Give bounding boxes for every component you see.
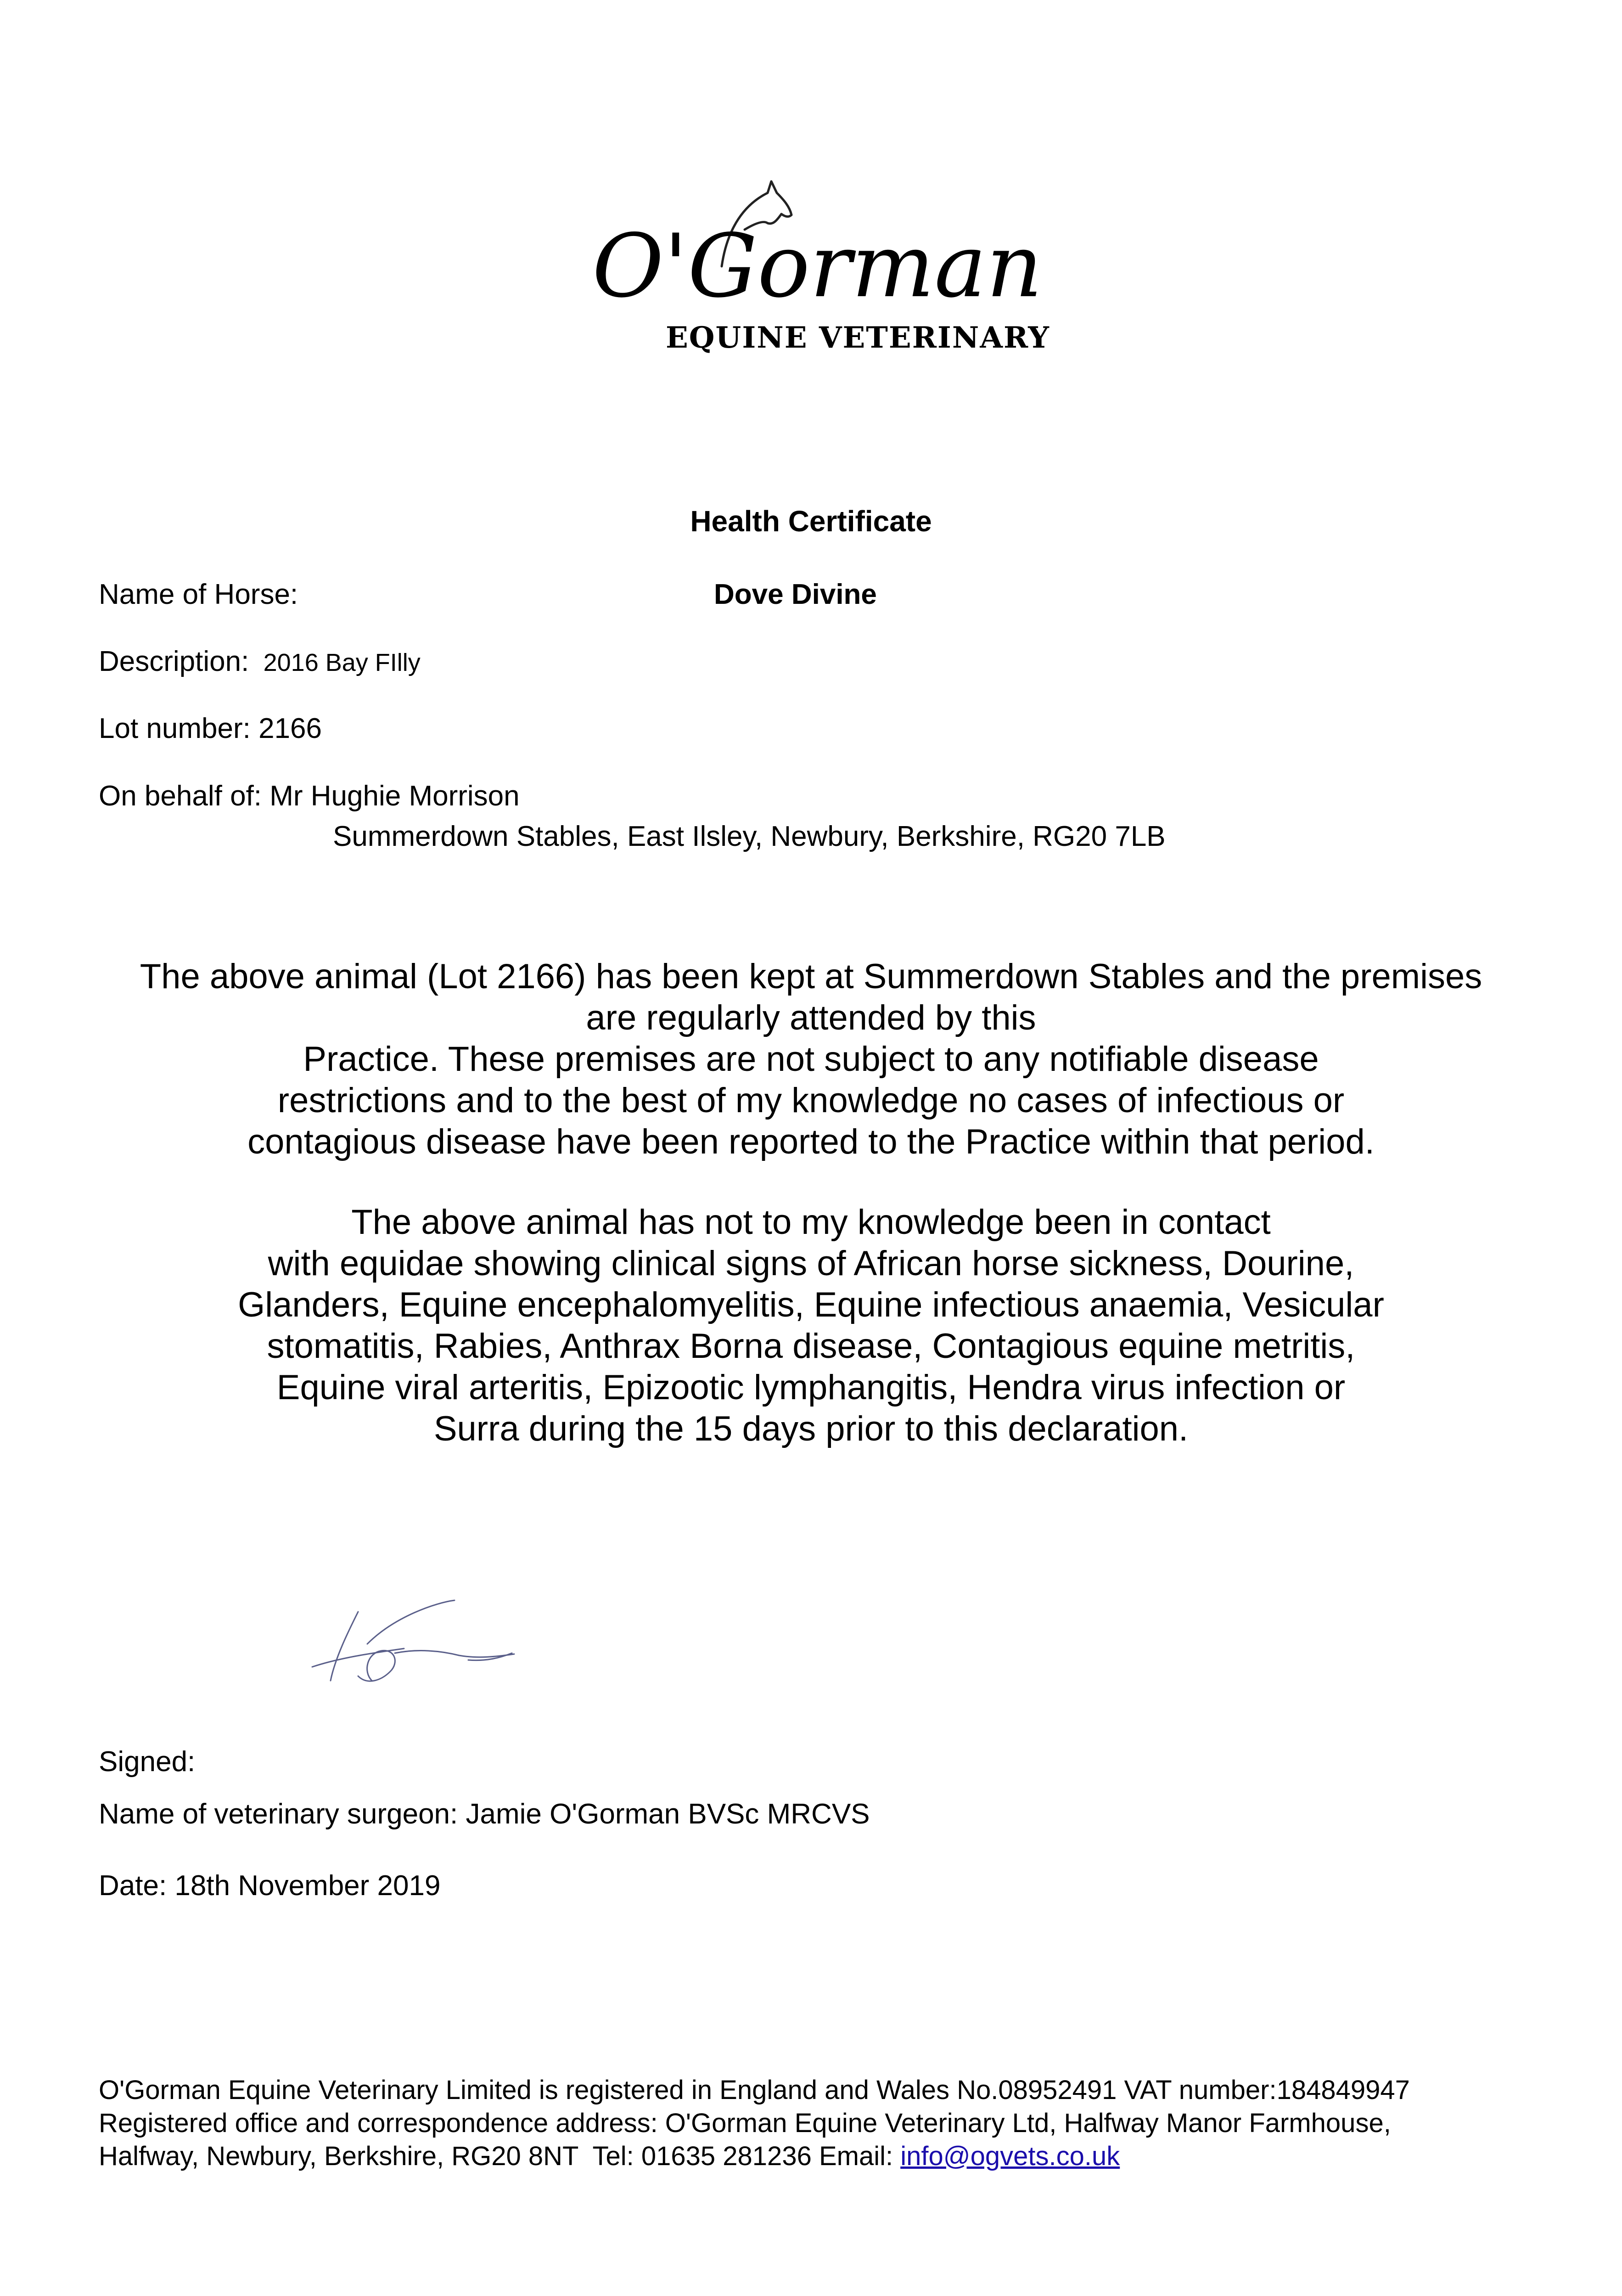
logo: [592, 179, 1050, 372]
footer-address: Registered office and correspondence address: O'Gorman Equine Veterinary Ltd, Halfway Manor Farmhouse,: [99, 2108, 1391, 2138]
footer-contact-text: Halfway, Newbury, Berkshire, RG20 8NT Tel: 01635 281236 Email:: [99, 2141, 901, 2171]
paragraph-line: The above animal (Lot 2166) has been kept at Summerdown Stables and the premises: [140, 957, 1482, 996]
paragraph-line: stomatitis, Rabies, Anthrax Borna disease, Contagious equine metritis,: [267, 1327, 1355, 1366]
lot-number: Lot number: 2166: [99, 713, 322, 744]
signature-image: [303, 1598, 523, 1699]
paragraph-line: The above animal has not to my knowledge been in contact: [351, 1203, 1271, 1242]
footer-registration: O'Gorman Equine Veterinary Limited is registered in England and Wales No.08952491 VAT number:184849947: [99, 2075, 1410, 2105]
paragraph-line: Glanders, Equine encephalomyelitis, Equine infectious anaemia, Vesicular: [238, 1285, 1384, 1324]
signed-label: Signed:: [99, 1746, 196, 1778]
paragraph-line: are regularly attended by this: [586, 998, 1036, 1037]
paragraph-line: contagious disease have been reported to the Practice within that period.: [247, 1122, 1375, 1161]
description-label: Description:: [99, 646, 249, 677]
logo-subtitle: EQUINE VETERINARY: [666, 321, 1050, 355]
paragraph-line: Surra during the 15 days prior to this declaration.: [433, 1409, 1189, 1448]
logo-brand: O'Gorman: [592, 215, 1043, 317]
description-value: 2016 Bay FIlly: [263, 649, 421, 676]
description-row: [99, 645, 421, 679]
declaration-paragraph-2: [0, 1202, 1622, 1450]
owner-address: Summerdown Stables, East Ilsley, Newbury, Berkshire, RG20 7LB: [333, 821, 1166, 852]
paragraph-line: Practice. These premises are not subject to any notifiable disease: [303, 1040, 1319, 1079]
paragraph-line: Equine viral arteritis, Epizootic lymphangitis, Hendra virus infection or: [276, 1368, 1346, 1407]
footer: [99, 2074, 1410, 2173]
paragraph-line: with equidae showing clinical signs of African horse sickness, Dourine,: [268, 1244, 1354, 1283]
declaration-paragraph-1: [0, 956, 1622, 1163]
footer-contact: [99, 2140, 1410, 2173]
horse-name-label: Name of Horse:: [99, 579, 298, 610]
horse-name-value: Dove Divine: [714, 579, 877, 610]
email-link[interactable]: info@ogvets.co.uk: [900, 2141, 1120, 2171]
surgeon-name: Name of veterinary surgeon: Jamie O'Gorman BVSc MRCVS: [99, 1798, 870, 1830]
paragraph-line: restrictions and to the best of my knowledge no cases of infectious or: [277, 1081, 1345, 1120]
certificate-date: Date: 18th November 2019: [99, 1870, 441, 1902]
on-behalf-of: On behalf of: Mr Hughie Morrison: [99, 780, 520, 812]
certificate-title: Health Certificate: [690, 505, 932, 538]
